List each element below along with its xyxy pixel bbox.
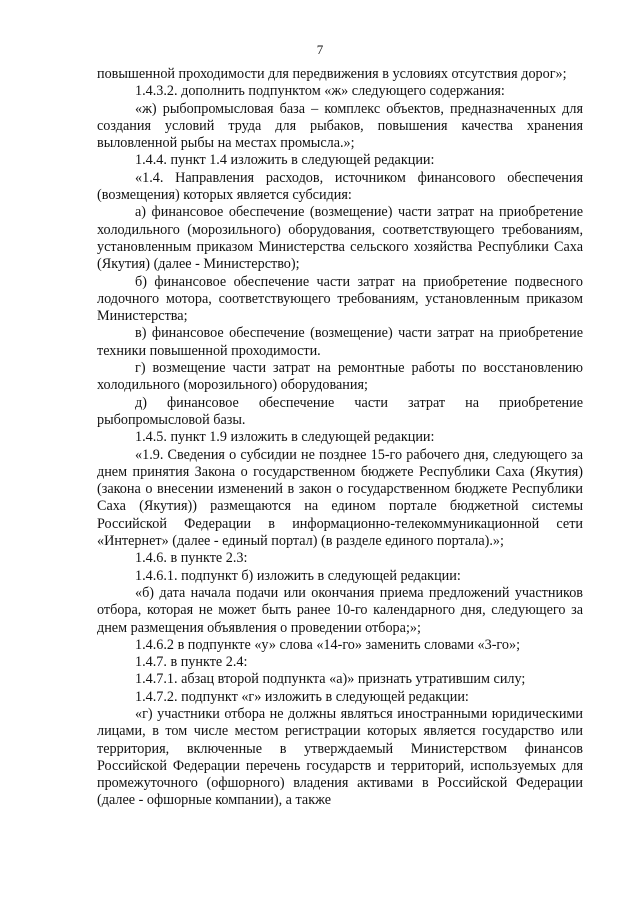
paragraph: 1.4.7. в пункте 2.4: bbox=[135, 654, 248, 671]
paragraph: «ж) рыбопромысловая база – комплекс объектов, предназначенных для создания условий труда для рыбаков, повышения качества хранения выловленной рыбы на местах промысла.»; bbox=[97, 100, 583, 152]
paragraph: 1.4.6.1. подпункт б) изложить в следующей редакции: bbox=[135, 567, 461, 584]
paragraph: 1.4.6. в пункте 2.3: bbox=[135, 550, 248, 567]
paragraph: «г) участники отбора не должны являться иностранными юридическими лицами, в том числе местом регистрации которых является государство или территория, включенные в утверждаемый Министерством финансов Российской Федерации перечень государств и территорий, используемых для промежуточного (офшорного) владения активами в Российской Федерации (далее - офшорные компании), а также bbox=[97, 705, 583, 809]
document-body bbox=[97, 66, 583, 810]
paragraph: а) финансовое обеспечение (возмещение) части затрат на приобретение холодильного (морозильного) оборудования, соответствующего требованиям, установленным приказом Министерства сельского хозяйства Республики Саха (Якутия) (далее - Министерство); bbox=[97, 204, 583, 273]
paragraph: «1.4. Направления расходов, источником финансового обеспечения (возмещения) которых является субсидия: bbox=[97, 169, 583, 204]
paragraph: 1.4.7.2. подпункт «г» изложить в следующей редакции: bbox=[135, 688, 469, 705]
paragraph: 1.4.5. пункт 1.9 изложить в следующей редакции: bbox=[135, 429, 435, 446]
paragraph: г) возмещение части затрат на ремонтные работы по восстановлению холодильного (морозильного) оборудования; bbox=[97, 360, 583, 394]
paragraph: «1.9. Сведения о субсидии не позднее 15-го рабочего дня, следующего за днем принятия Закона о государственном бюджете Республики Саха (Якутия) (закона о внесении изменений в закон о государственном бюджете Республики Саха (Якутия)) размещаются на едином портале бюджетной системы Российской Федерации в информационно-телекоммуникационной сети «Интернет» (далее - единый портал) (в разделе единого портала).»; bbox=[97, 446, 583, 550]
paragraph: 1.4.4. пункт 1.4 изложить в следующей редакции: bbox=[135, 152, 435, 169]
paragraph: 1.4.6.2 в подпункте «у» слова «14-го» заменить словами «3-го»; bbox=[135, 636, 521, 653]
paragraph: д) финансовое обеспечение части затрат на приобретение рыбопромысловой базы. bbox=[97, 394, 583, 428]
paragraph: «б) дата начала подачи или окончания приема предложений участников отбора, которая не может быть ранее 10-го календарного дня, следующего за днем размещения объявления о проведении отбора;»; bbox=[97, 584, 583, 636]
page-number: 7 bbox=[316, 42, 324, 57]
paragraph: 1.4.3.2. дополнить подпунктом «ж» следующего содержания: bbox=[135, 83, 505, 100]
paragraph: 1.4.7.1. абзац второй подпункта «а)» признать утратившим силу; bbox=[135, 671, 526, 688]
paragraph: б) финансовое обеспечение части затрат на приобретение подвесного лодочного мотора, соответствующего требованиям, установленным приказом Министерства; bbox=[97, 273, 583, 325]
paragraph-continuation: повышенной проходимости для передвижения в условиях отсутствия дорог»; bbox=[97, 66, 567, 82]
paragraph: в) финансовое обеспечение (возмещение) части затрат на приобретение техники повышенной проходимости. bbox=[97, 325, 583, 359]
